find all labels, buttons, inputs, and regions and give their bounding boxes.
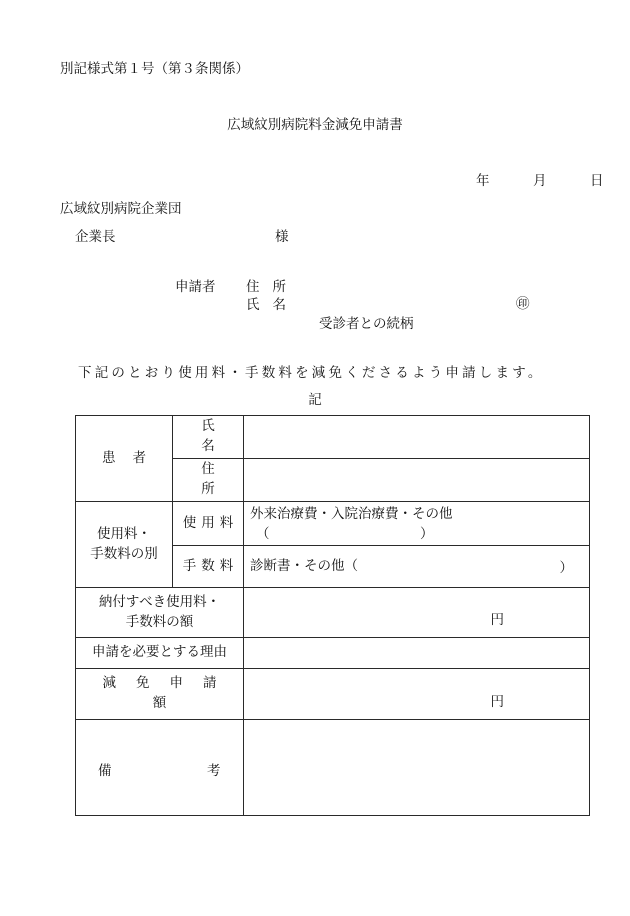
payable-amount-yen: 円 (490, 612, 504, 629)
remarks-label-left: 備 (98, 763, 112, 779)
fee-type-label-line1: 使用料・ (97, 525, 151, 542)
usage-fee-options-cell[interactable] (244, 502, 590, 546)
usage-fee-options: 外来治療費・入院治療費・その他 (250, 506, 453, 522)
usage-fee-paren-close: ） (420, 526, 434, 542)
relationship-label: 受診者との続柄 (319, 316, 414, 332)
patient-name-label: 氏名 (173, 416, 244, 459)
date-day-label: 日 (590, 173, 604, 189)
addressee-title: 企業長 (75, 229, 116, 245)
date-month-label: 月 (533, 173, 547, 189)
form-number: 別記様式第１号（第３条関係） (60, 61, 249, 77)
addressee-organization: 広域紋別病院企業団 (60, 201, 182, 217)
remarks-label-right: 考 (207, 763, 221, 779)
fee-type-label-line2: 手数料の別 (90, 545, 158, 562)
payable-amount-label (76, 588, 244, 638)
payable-amount-field[interactable] (244, 588, 590, 638)
usage-fee-paren-open: （ (256, 526, 270, 542)
reduction-amount-field[interactable] (244, 669, 590, 720)
payable-amount-label-line2: 手数料の額 (125, 613, 194, 630)
reason-field[interactable] (244, 638, 590, 669)
reason-label: 申請を必要とする理由 (76, 638, 244, 669)
patient-name-field[interactable] (244, 416, 590, 459)
application-form-table (75, 415, 590, 816)
ki-heading: 記 (308, 392, 322, 408)
handling-fee-options-cell[interactable] (244, 546, 590, 588)
handling-fee-paren-close: ） (559, 560, 573, 576)
usage-fee-label: 使用料 (173, 502, 244, 546)
applicant-label: 申請者 (175, 279, 216, 295)
patient-address-label: 住所 (173, 459, 244, 502)
handling-fee-options: 診断書・その他（ (250, 557, 358, 574)
reduction-amount-yen: 円 (490, 694, 504, 711)
honorific: 様 (275, 229, 289, 245)
applicant-name-label: 氏名 (246, 297, 299, 313)
remarks-field[interactable] (244, 720, 590, 816)
seal-mark: ㊞ (516, 296, 530, 312)
payable-amount-label-line1: 納付すべき使用料・ (98, 593, 221, 610)
fee-type-label (76, 502, 173, 588)
reduction-amount-label: 減免申請額 (76, 669, 244, 720)
remarks-label (76, 720, 244, 816)
applicant-address-label: 住所 (246, 279, 299, 295)
patient-address-field[interactable] (244, 459, 590, 502)
patient-label: 患者 (76, 416, 173, 502)
date-year-label: 年 (476, 173, 490, 189)
request-statement: 下記のとおり使用料・手数料を減免くださるよう申請します。 (78, 365, 545, 381)
handling-fee-label: 手数料 (173, 546, 244, 588)
document-title: 広域紋別病院料金減免申請書 (227, 117, 403, 133)
